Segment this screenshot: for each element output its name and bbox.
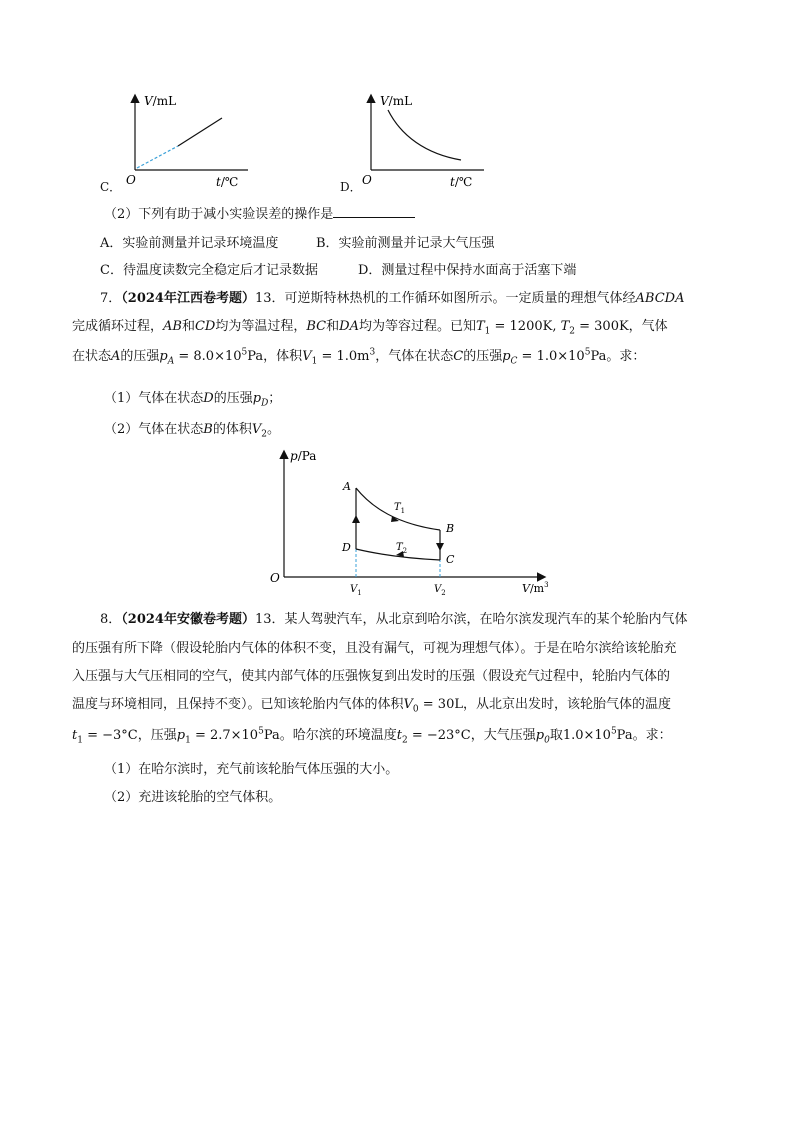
var-da: DA — [339, 319, 359, 334]
t1-label: T — [394, 502, 401, 513]
t1-sub: 1 — [400, 507, 406, 515]
q7-line1-text: 13．可逆斯特林热机的工作循环如图所示。一定质量的理想气体经 — [254, 291, 636, 306]
sub-d: D — [261, 398, 269, 409]
p-label-var: p — [290, 449, 298, 463]
extrapolated-segment — [137, 146, 178, 168]
inverse-curve — [388, 110, 461, 160]
q7-pa-text: Pa，体积 — [247, 349, 303, 364]
var-t1-small: t — [72, 728, 78, 743]
point-a-label: A — [343, 480, 351, 493]
svg-text:T1 — [394, 502, 405, 515]
x-label-unit: /℃ — [454, 175, 473, 189]
x-label-var: t — [216, 175, 221, 189]
exp-5: 5 — [584, 347, 591, 358]
t2-sub: 2 — [402, 547, 408, 555]
arrow-da — [352, 515, 360, 523]
sub-c: C — [510, 356, 518, 367]
var-p1: p — [176, 728, 186, 743]
graph-c — [120, 88, 250, 198]
t2-label: T — [396, 542, 403, 553]
q7-line3 — [72, 345, 645, 367]
q8-line4-a: 温度与环境相同，且保持不变）。已知该轮胎内气体的体积 — [72, 697, 404, 712]
graph-d — [356, 88, 486, 198]
svg-text:V2 — [434, 584, 446, 596]
v2-tick-sub: 2 — [441, 589, 446, 596]
q6-part2-text: （2）下列有助于减小实验误差的操作是 — [104, 207, 334, 222]
q7-line2-a: 完成循环过程， — [72, 319, 164, 334]
p0-value: 取1.0×10 — [549, 728, 611, 743]
word-and: 和 — [326, 319, 340, 334]
q7-cycle: ABCDA — [635, 291, 685, 306]
svg-text:p/Pa — [290, 449, 316, 463]
exp-5: 5 — [258, 726, 264, 737]
var-bc: BC — [306, 319, 327, 334]
q8-line5: $t_1 = -3^\circ C$，压强$p_1 = 2.7\times 10^5Pa$。哈尔滨的环境温度$t_2 = -23^\circ C$，大气压强$p_0$取$1.0\times 10^5Pa$。求： — [72, 726, 672, 746]
y-label-var: V — [144, 94, 153, 108]
sub-2: 2 — [401, 735, 408, 746]
v-label-var: V — [522, 582, 530, 595]
v0-value: = 30L，从北京出发时，该轮胎气体的温度 — [418, 697, 671, 712]
pa-value: = 8.0×10 — [174, 349, 242, 364]
q8-line4: 温度与环境相同，且保持不变）。已知该轮胎内气体的体积$V_0 = 30L$，从北京出发时，该轮胎气体的温度 — [72, 697, 671, 715]
state-d: D — [203, 391, 214, 406]
q7-line2-c: 均为等容过程。已知 — [358, 319, 476, 334]
word-and: 和 — [181, 319, 195, 334]
q8-line5-c: Pa。求： — [616, 728, 672, 743]
q7-line2-b: 均为等温过程， — [215, 319, 307, 334]
q7-sub2-b: 的体积 — [212, 422, 252, 437]
svg-text:t/℃ — [450, 175, 472, 189]
q7-line3-e: Pa。求： — [590, 349, 646, 364]
q6-option-b: B．实验前测量并记录大气压强 — [316, 236, 495, 251]
sub-2: 2 — [261, 429, 267, 440]
exp-5: 5 — [241, 347, 248, 358]
t1-value: = −3°C，压强 — [82, 728, 177, 743]
origin-label: O — [362, 173, 372, 187]
var-v0: V — [403, 697, 413, 712]
q6-option-c: C．待温度读数完全稳定后才记录数据 — [100, 263, 318, 278]
q7-line3-d: 的压强 — [463, 349, 503, 364]
svg-text:V1 — [350, 584, 362, 596]
var-t2-small: t — [396, 728, 402, 743]
t2-value: = −23°C，大气压强 — [407, 728, 536, 743]
q8-sub2: （2）充进该轮胎的空气体积。 — [104, 790, 282, 805]
sub-a: A — [167, 356, 175, 367]
sub-1: 1 — [185, 735, 191, 746]
q7-sub1-c: ； — [268, 391, 282, 406]
option-c-label: C． — [100, 180, 122, 194]
q7-sub1 — [104, 387, 281, 409]
state-b: B — [203, 422, 213, 437]
q6-option-d: D．测量过程中保持水面高于活塞下端 — [358, 263, 577, 278]
svg-text:V/mL — [144, 94, 176, 108]
q8-line1 — [100, 608, 688, 627]
y-label-unit: /mL — [152, 94, 177, 108]
data-line — [178, 118, 222, 146]
var-v2: V — [251, 422, 262, 437]
svg-text:V/m3 — [522, 581, 549, 595]
q7-source: （2024年江西卷考题） — [121, 291, 255, 306]
v1-value: = 1.0m — [317, 349, 370, 364]
state-c: C — [453, 349, 464, 364]
v1-tick-label: V — [350, 584, 358, 595]
state-a: A — [111, 349, 121, 364]
q7-line3-c: ，气体在状态 — [375, 349, 454, 364]
p-label-unit: /Pa — [297, 449, 317, 463]
q6-option-a: A．实验前测量并记录环境温度 — [100, 236, 279, 251]
v1-tick-sub: 1 — [357, 589, 362, 596]
q7-line3-b: 的压强 — [120, 349, 160, 364]
q8-line3: 入压强与大气压相同的空气，使其内部气体的压强恢复到出发时的压强（假设充气过程中，轮胎内气体的 — [72, 669, 671, 684]
exp-5: 5 — [610, 726, 617, 737]
option-d-label: D． — [340, 180, 362, 194]
q7-sub2 — [104, 418, 280, 440]
q8-source: （2024年安徽卷考题） — [121, 612, 255, 627]
origin-label: O — [126, 173, 136, 187]
sub-1: 1 — [311, 356, 318, 367]
t1-value: = 1200K, — [490, 319, 561, 334]
y-label-unit: /mL — [388, 94, 413, 108]
q8-line1-text: 13．某人驾驶汽车，从北京到哈尔滨，在哈尔滨发现汽车的某个轮胎内气体 — [254, 612, 688, 627]
v-label-unit: /m — [529, 582, 545, 595]
q8-sub1: （1）在哈尔滨时，充气前该轮胎气体压强的大小。 — [104, 762, 399, 777]
svg-text:t/℃ — [216, 175, 238, 189]
v2-tick-label: V — [434, 584, 442, 595]
q7-sub2-c: 。 — [266, 422, 280, 437]
svg-text:V/mL — [380, 94, 412, 108]
sub-1: 1 — [484, 326, 491, 337]
q8-line2: 的压强有所下降（假设轮胎内气体的体积不变，且没有漏气，可视为理想气体）。于是在哈尔滨给该轮胎充 — [72, 641, 677, 656]
point-c-label: C — [446, 553, 455, 566]
q6-part2 — [104, 203, 415, 222]
var-p: p — [502, 349, 511, 364]
var-t1: T — [475, 319, 485, 334]
v-label-exp: 3 — [544, 581, 549, 589]
origin-label: O — [270, 571, 280, 585]
var-p0: p — [535, 728, 545, 743]
q7-sub1-a: （1）气体在状态 — [104, 391, 204, 406]
q7-sub1-b: 的压强 — [213, 391, 253, 406]
var-t2: T — [560, 319, 570, 334]
arrow-bc — [436, 543, 444, 551]
point-b-label: B — [446, 522, 455, 535]
pc-value: = 1.0×10 — [517, 349, 585, 364]
x-label-unit: /℃ — [220, 175, 239, 189]
var-ab: AB — [163, 319, 182, 334]
x-label-var: t — [450, 175, 455, 189]
q7-number: 7． — [100, 291, 122, 306]
q8-number: 8． — [100, 612, 122, 627]
pv-diagram — [262, 446, 562, 596]
var-v1: V — [302, 349, 312, 364]
p1-value: = 2.7×10 — [190, 728, 259, 743]
q8-line5-b: Pa。哈尔滨的环境温度 — [263, 728, 397, 743]
var-cd: CD — [194, 319, 216, 334]
q7-line2 — [72, 315, 668, 337]
sub-1: 1 — [77, 735, 83, 746]
y-label-var: V — [380, 94, 389, 108]
point-d-label: D — [342, 541, 351, 554]
var-p: p — [159, 349, 168, 364]
exp-3: 3 — [369, 347, 376, 358]
q7-line3-a: 在状态 — [72, 349, 112, 364]
sub-2: 2 — [569, 326, 575, 337]
answer-blank — [333, 205, 415, 218]
var-p: p — [252, 391, 262, 406]
q7-line1 — [100, 287, 684, 306]
q7-sub2-a: （2）气体在状态 — [104, 422, 204, 437]
t2-value: = 300K，气体 — [575, 319, 668, 334]
